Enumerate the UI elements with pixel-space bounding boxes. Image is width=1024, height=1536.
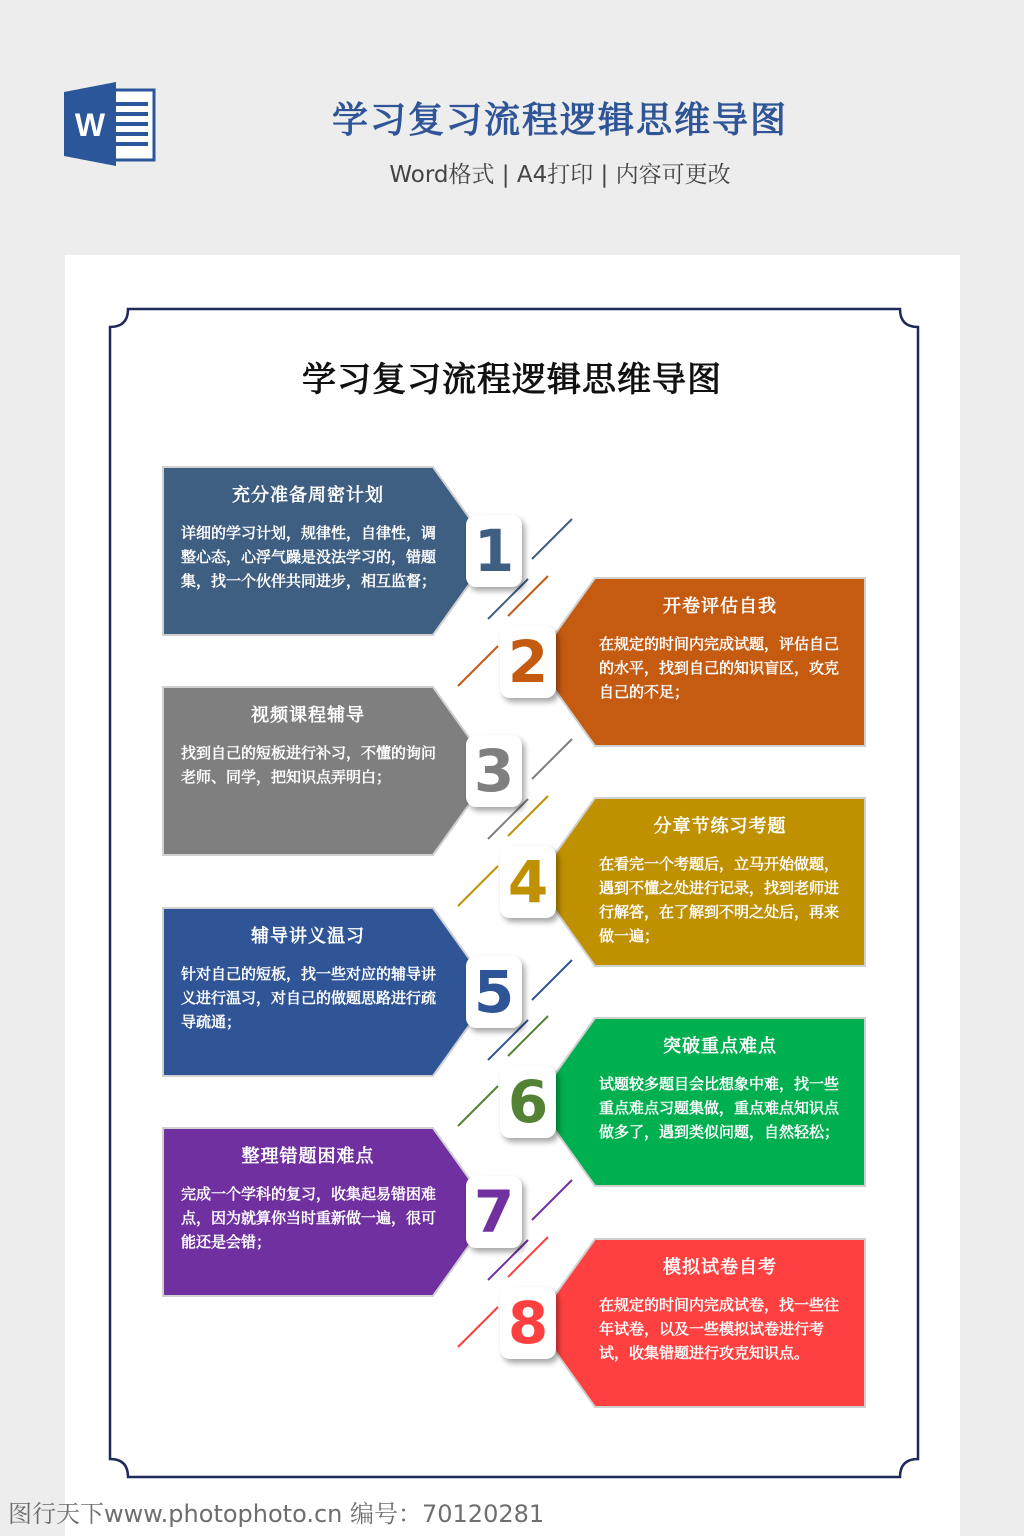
document-title: 学习复习流程逻辑思维导图: [302, 360, 722, 400]
svg-text:W: W: [74, 107, 106, 143]
step-3-title: 视频课程辅导: [251, 705, 365, 726]
page-subtitle: Word格式 | A4打印 | 内容可更改: [389, 162, 731, 188]
step-6-description: 试题较多题目会比想象中难，找一些重点难点习题集做，重点难点知识点做多了，遇到类似问题，自然轻松；: [599, 1075, 840, 1141]
step-8-number: 8: [500, 1287, 556, 1359]
step-7-number: 7: [466, 1176, 522, 1248]
step-2-number: 2: [500, 626, 556, 698]
decor-line-4-2: [458, 866, 498, 906]
step-7-title: 整理错题困难点: [241, 1146, 375, 1167]
step-5-card: [163, 908, 493, 1078]
step-7-description: 完成一个学科的复习，收集起易错困难点，因为就算你当时重新做一遍，很可能还是会错；: [181, 1185, 437, 1251]
decor-line-2-2: [458, 646, 498, 686]
step-3-number: 3: [466, 735, 522, 807]
step-3-description: 找到自己的短板进行补习，不懂的询问老师、同学，把知识点弄明白；: [181, 744, 437, 786]
step-8-title: 模拟试卷自考: [663, 1257, 777, 1278]
step-7-card: [163, 1128, 493, 1298]
step-6-number: 6: [500, 1066, 556, 1138]
step-4-number: 4: [500, 846, 556, 918]
step-1-card: [163, 467, 493, 637]
step-8-description: 在规定的时间内完成试卷，找一些往年试卷，以及一些模拟试卷进行考试，收集错题进行攻克知识点。: [599, 1296, 840, 1362]
step-6-title: 突破重点难点: [663, 1036, 777, 1057]
step-1-title: 充分准备周密计划: [232, 485, 384, 506]
page-title: 学习复习流程逻辑思维导图: [331, 100, 788, 141]
step-2-card: [535, 578, 865, 748]
step-6-card: [535, 1018, 865, 1188]
step-5-number: 5: [466, 956, 522, 1028]
step-2-description: 在规定的时间内完成试题，评估自己的水平，找到自己的知识盲区，攻克自己的不足；: [599, 635, 840, 701]
step-1-description: 详细的学习计划，规律性，自律性，调整心态，心浮气躁是没法学习的，错题集，找一个伙伴共同进步，相互监督；: [181, 524, 437, 590]
step-1-number: 1: [466, 515, 522, 587]
watermark: 图行天下www.photophoto.cn 编号：70120281: [8, 1500, 545, 1528]
decor-line-1-1: [532, 519, 572, 559]
step-4-description: 在看完一个考题后，立马开始做题，遇到不懂之处进行记录，找到老师进行解答，在了解到不明之处后，再来做一遍；: [599, 855, 840, 945]
step-5-title: 辅导讲义温习: [251, 926, 365, 947]
decor-line-6-2: [458, 1086, 498, 1126]
step-8-card: [535, 1239, 865, 1409]
step-5-description: 针对自己的短板，找一些对应的辅导讲义进行温习，对自己的做题思路进行疏导疏通；: [181, 965, 437, 1031]
decor-line-8-2: [458, 1307, 498, 1347]
step-4-card: [535, 798, 865, 968]
step-4-title: 分章节练习考题: [653, 816, 787, 837]
step-2-title: 开卷评估自我: [663, 596, 777, 617]
step-3-card: [163, 687, 493, 857]
